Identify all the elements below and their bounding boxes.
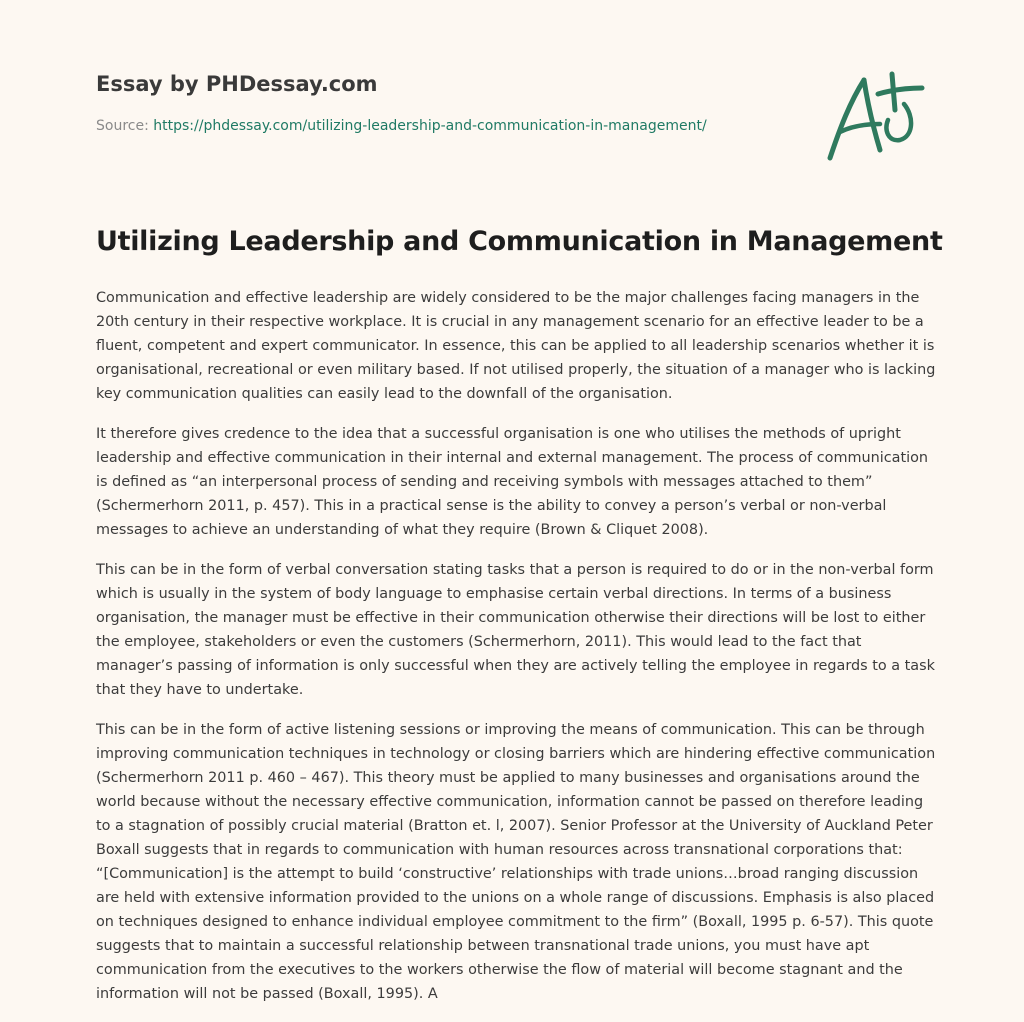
a-plus-logo-icon bbox=[818, 66, 930, 166]
article-title: Utilizing Leadership and Communication in Management bbox=[96, 226, 943, 257]
article-body bbox=[96, 286, 938, 1022]
essay-header bbox=[96, 72, 796, 135]
source-link[interactable]: https://phdessay.com/utilizing-leadership-and-communication-in-management/ bbox=[153, 118, 707, 135]
source-line bbox=[96, 117, 796, 135]
paragraph: This can be in the form of verbal conversation stating tasks that a person is required to do or in the non-verbal form which is usually in the system of body language to emphasise certain verbal directions. In terms of a business organisation, the manager must be effective in their communication otherwise their directions will be lost to either the employee, stakeholders or even the customers (Schermerhorn, 2011). This would lead to the fact that manager’s passing of information is only successful when they are actively telling the employee in regards to a task that they have to undertake. bbox=[96, 562, 935, 698]
paragraph: This can be in the form of active listening sessions or improving the means of communication. This can be through improving communication techniques in technology or closing barriers which are hindering effective communication (Schermerhorn 2011 p. 460 – 467). This theory must be applied to many businesses and organisations around the world because without the necessary effective communication, information cannot be passed on therefore leading to a stagnation of possibly crucial material (Bratton et. l, 2007). Senior Professor at the University of Auckland Peter Boxall suggests that in regards to communication with human resources across transnational corporations that: “[Communication] is the attempt to build ‘constructive’ relationships with trade unions…broad ranging discussion are held with extensive information provided to the unions on a whole range of discussions. Emphasis is also placed on techniques designed to enhance individual employee commitment to the firm” (Boxall, 1995 p. 6-57). This quote suggests that to maintain a successful relationship between transnational trade unions, you must have apt communication from the executives to the workers otherwise the flow of material will become stagnant and the information will not be passed (Boxall, 1995). A bbox=[96, 722, 936, 1002]
source-label: Source: bbox=[96, 118, 149, 135]
paragraph: Communication and effective leadership are widely considered to be the major challenges facing managers in the 20th century in their respective workplace. It is crucial in any management scenario for an effective leader to be a fluent, competent and expert communicator. In essence, this can be applied to all leadership scenarios whether it is organisational, recreational or even military based. If not utilised properly, the situation of a manager who is lacking key communication qualities can easily lead to the downfall of the organisation. bbox=[96, 290, 936, 402]
site-brand: Essay by PHDessay.com bbox=[96, 72, 378, 96]
paragraph: It therefore gives credence to the idea that a successful organisation is one who utilises the methods of upright leadership and effective communication in their internal and external management. The process of communication is defined as “an interpersonal process of sending and receiving symbols with messages attached to them” (Schermerhorn 2011, p. 457). This in a practical sense is the ability to convey a person’s verbal or non-verbal messages to achieve an understanding of what they require (Brown & Cliquet 2008). bbox=[96, 426, 929, 538]
